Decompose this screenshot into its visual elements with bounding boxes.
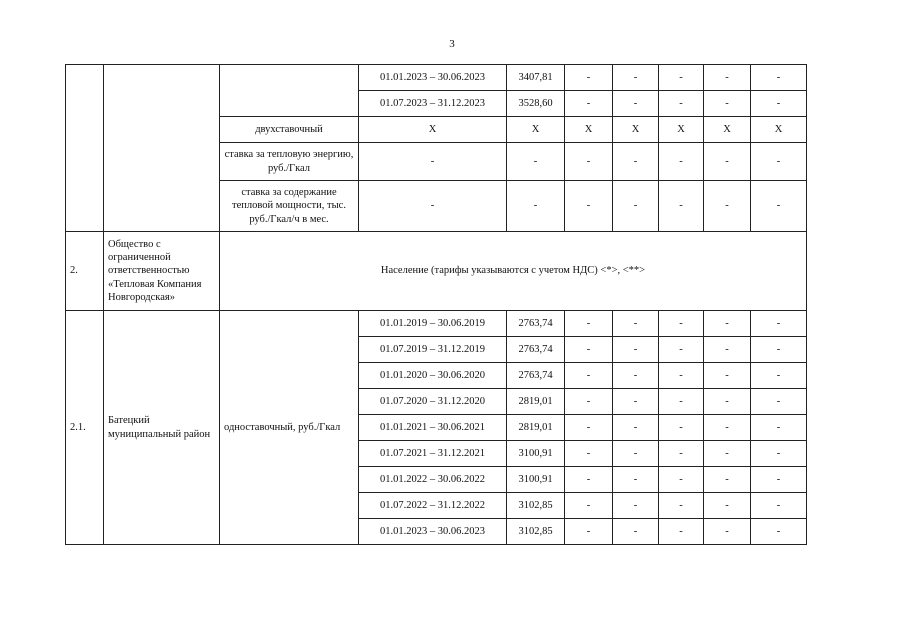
energy-rate-label: ставка за тепловую энергию, руб./Гкал [220, 143, 359, 181]
dash-cell: - [751, 415, 807, 441]
region-cell: Батецкий муниципальный район [104, 311, 220, 545]
dash-cell: - [613, 415, 659, 441]
dash-cell: - [613, 363, 659, 389]
dash-cell: - [613, 467, 659, 493]
tariff-value-cell: 2763,74 [507, 311, 565, 337]
dash-cell: - [613, 441, 659, 467]
dash-cell: - [613, 311, 659, 337]
dash-cell: - [704, 181, 751, 232]
dash-cell: - [565, 441, 613, 467]
dash-cell: - [751, 91, 807, 117]
period-cell: 01.01.2020 – 30.06.2020 [359, 363, 507, 389]
period-cell: 01.07.2023 – 31.12.2023 [359, 91, 507, 117]
dash-cell: - [704, 363, 751, 389]
dash-cell: - [704, 519, 751, 545]
tariff-value-cell: 2819,01 [507, 389, 565, 415]
capacity-rate-label: ставка за содержание тепловой мощности, тыс. руб./Гкал/ч в мес. [220, 181, 359, 232]
two-part-tariff-label: двухставочный [220, 117, 359, 143]
population-note: Население (тарифы указываются с учетом НДС) <*>, <**> [220, 232, 807, 311]
period-cell: 01.01.2021 – 30.06.2021 [359, 415, 507, 441]
dash-cell: - [751, 363, 807, 389]
dash-cell: - [565, 493, 613, 519]
dash-cell: - [659, 519, 704, 545]
table-row [66, 65, 807, 91]
tariff-value-cell: 3100,91 [507, 441, 565, 467]
dash-cell: - [565, 467, 613, 493]
tariff-value-cell: - [507, 143, 565, 181]
dash-cell: - [751, 441, 807, 467]
x-cell: X [704, 117, 751, 143]
dash-cell: - [751, 143, 807, 181]
tariff-value-cell: 3100,91 [507, 467, 565, 493]
dash-cell: - [704, 337, 751, 363]
row-number-cell: 2. [66, 232, 104, 311]
dash-cell: - [565, 143, 613, 181]
dash-cell: - [704, 311, 751, 337]
dash-cell: - [613, 91, 659, 117]
period-cell: 01.07.2019 – 31.12.2019 [359, 337, 507, 363]
tariff-value-cell: 3102,85 [507, 493, 565, 519]
organization-cell [104, 65, 220, 232]
period-cell: 01.01.2022 – 30.06.2022 [359, 467, 507, 493]
tariff-value-cell: 2763,74 [507, 363, 565, 389]
period-cell: 01.07.2022 – 31.12.2022 [359, 493, 507, 519]
dash-cell: - [613, 519, 659, 545]
table-row [66, 232, 807, 311]
period-cell: - [359, 181, 507, 232]
tariff-value-cell: - [507, 181, 565, 232]
tariff-type-cell [220, 65, 359, 117]
dash-cell: - [659, 143, 704, 181]
dash-cell: - [613, 389, 659, 415]
tariff-value-cell: 3407,81 [507, 65, 565, 91]
dash-cell: - [659, 493, 704, 519]
table-row [66, 311, 807, 337]
dash-cell: - [704, 493, 751, 519]
row-number-cell [66, 65, 104, 232]
dash-cell: - [659, 65, 704, 91]
tariff-value-cell: 3528,60 [507, 91, 565, 117]
dash-cell: - [613, 337, 659, 363]
dash-cell: - [751, 65, 807, 91]
dash-cell: - [613, 181, 659, 232]
dash-cell: - [751, 311, 807, 337]
tariff-value-cell: 2763,74 [507, 337, 565, 363]
period-cell: 01.07.2020 – 31.12.2020 [359, 389, 507, 415]
dash-cell: - [751, 467, 807, 493]
x-cell: X [659, 117, 704, 143]
tariff-value-cell: 2819,01 [507, 415, 565, 441]
organization-cell: Общество с ограниченной ответственностью «Тепловая Компания Новгородская» [104, 232, 220, 311]
page-number: 3 [449, 38, 455, 50]
dash-cell: - [704, 415, 751, 441]
x-cell: X [613, 117, 659, 143]
dash-cell: - [565, 337, 613, 363]
dash-cell: - [613, 493, 659, 519]
dash-cell: - [751, 519, 807, 545]
dash-cell: - [704, 143, 751, 181]
dash-cell: - [565, 389, 613, 415]
dash-cell: - [704, 467, 751, 493]
tariff-table [65, 64, 807, 545]
tariff-value-cell: X [507, 117, 565, 143]
dash-cell: - [659, 337, 704, 363]
dash-cell: - [613, 65, 659, 91]
x-cell: X [565, 117, 613, 143]
dash-cell: - [659, 181, 704, 232]
dash-cell: - [751, 181, 807, 232]
tariff-value-cell: 3102,85 [507, 519, 565, 545]
dash-cell: - [565, 311, 613, 337]
dash-cell: - [704, 65, 751, 91]
dash-cell: - [659, 389, 704, 415]
period-cell: 01.01.2023 – 30.06.2023 [359, 519, 507, 545]
dash-cell: - [659, 91, 704, 117]
period-cell: - [359, 143, 507, 181]
dash-cell: - [565, 65, 613, 91]
dash-cell: - [565, 363, 613, 389]
dash-cell: - [659, 311, 704, 337]
dash-cell: - [751, 337, 807, 363]
dash-cell: - [659, 415, 704, 441]
dash-cell: - [613, 143, 659, 181]
dash-cell: - [659, 467, 704, 493]
period-cell: X [359, 117, 507, 143]
dash-cell: - [704, 441, 751, 467]
dash-cell: - [565, 181, 613, 232]
period-cell: 01.01.2023 – 30.06.2023 [359, 65, 507, 91]
dash-cell: - [704, 389, 751, 415]
dash-cell: - [704, 91, 751, 117]
dash-cell: - [565, 519, 613, 545]
tariff-type-cell: одноставочный, руб./Гкал [220, 311, 359, 545]
dash-cell: - [751, 389, 807, 415]
period-cell: 01.07.2021 – 31.12.2021 [359, 441, 507, 467]
period-cell: 01.01.2019 – 30.06.2019 [359, 311, 507, 337]
dash-cell: - [565, 415, 613, 441]
dash-cell: - [751, 493, 807, 519]
dash-cell: - [659, 363, 704, 389]
row-number-cell: 2.1. [66, 311, 104, 545]
dash-cell: - [565, 91, 613, 117]
x-cell: X [751, 117, 807, 143]
dash-cell: - [659, 441, 704, 467]
